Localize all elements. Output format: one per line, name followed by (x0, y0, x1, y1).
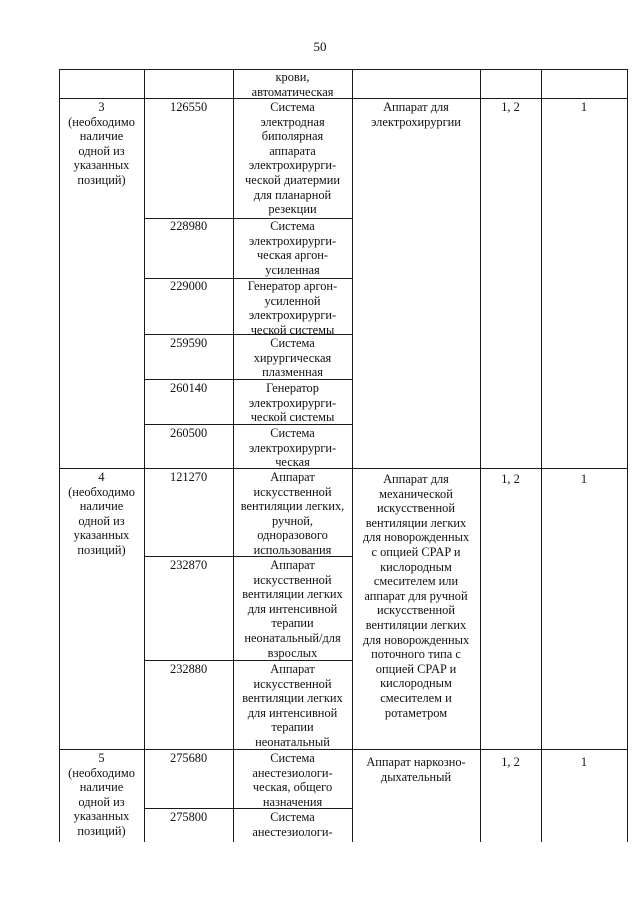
group-number: 4 (необходимо наличие одной из указанных позиций) (68, 470, 135, 557)
indication-value: 1, 2 (501, 472, 520, 486)
quantity-value: 1 (580, 100, 588, 114)
group-number: 5 (необходимо наличие одной из указанных позиций) (68, 751, 135, 838)
quantity-value: 1 (580, 755, 588, 769)
item-code: 260500 (170, 426, 208, 440)
device-type: Аппарат для механической искусственной вентиляции легких для новорожденных с опцией CPAP и кислородным смесителем или аппарат для ручной искусственной вентиляции легких для новорожденных поточного типа с опцией CPAP и кислородным смесителем и ротаметром (362, 472, 470, 720)
item-name: Система анестезиологи- ческая, общего назначения (252, 751, 333, 809)
column-divider (352, 69, 353, 842)
item-code: 275680 (170, 751, 208, 765)
item-name: Система электрохирурги- ческая аргон- усиленная (248, 219, 337, 277)
column-divider (541, 69, 542, 842)
item-name: Аппарат искусственной вентиляции легких, ручной, одноразового использования (240, 470, 345, 557)
page-number: 50 (313, 39, 327, 54)
item-name: Аппарат искусственной вентиляции легких для интенсивной терапии неонатальный/для взрослых (242, 558, 343, 660)
item-code: 232870 (170, 558, 208, 572)
quantity-value: 1 (580, 472, 588, 486)
item-code: 259590 (170, 336, 208, 350)
item-name: Система хирургическая плазменная (253, 336, 332, 380)
item-name: Аппарат искусственной вентиляции легких для интенсивной терапии неонатальный (242, 662, 343, 749)
column-divider (480, 69, 481, 842)
item-name: Система электрохирурги- ческая (248, 426, 337, 470)
item-code: 232880 (170, 662, 208, 676)
item-name: Генератор электрохирурги- ческой системы (248, 381, 337, 425)
item-code: 260140 (170, 381, 208, 395)
item-code: 126550 (170, 100, 208, 114)
table-border-right (627, 69, 628, 842)
item-name: Генератор аргон- усиленной электрохирурги- ческой системы (247, 279, 338, 337)
indication-value: 1, 2 (501, 755, 520, 769)
indication-value: 1, 2 (501, 100, 520, 114)
group-number: 3 (необходимо наличие одной из указанных позиций) (68, 100, 135, 187)
device-type: Аппарат наркозно- дыхательный (366, 755, 466, 784)
column-divider (144, 69, 145, 842)
item-name: крови, автоматическая (251, 70, 334, 99)
item-name: Система электродная биполярная аппарата электрохирурги- ческой диатермии для планарной резекции (245, 100, 340, 217)
item-code: 229000 (170, 279, 208, 293)
item-code: 121270 (170, 470, 208, 484)
device-type: Аппарат для электрохирургии (371, 100, 461, 129)
item-code: 228980 (170, 219, 208, 233)
item-code: 275800 (170, 810, 208, 824)
item-name: Система анестезиологи- (252, 810, 333, 839)
